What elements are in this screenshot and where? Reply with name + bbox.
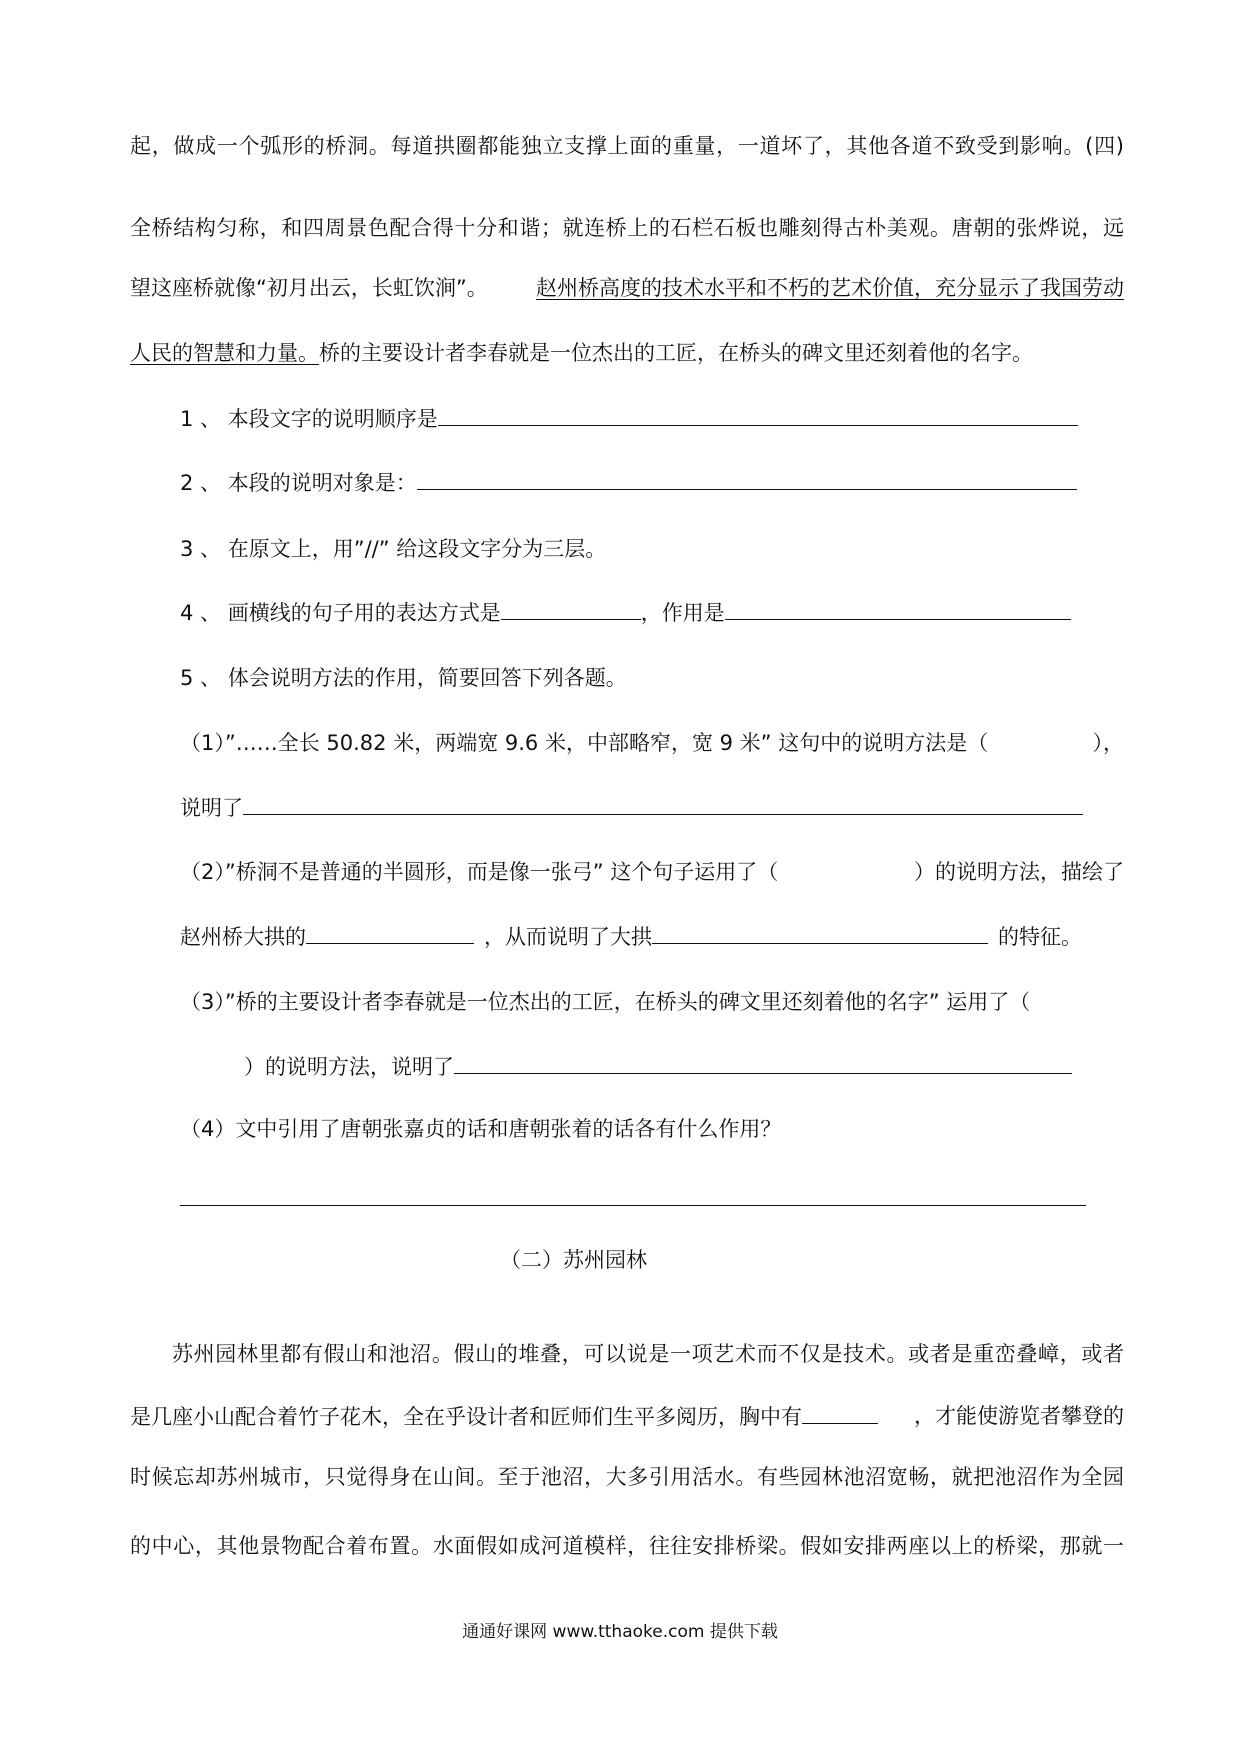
passage-line-3	[130, 273, 1124, 303]
question-3: 3 、 在原文上，用”//” 给这段文字分为三层。	[180, 537, 607, 561]
question-4-mid-label: ，作用是	[640, 601, 725, 625]
question-1-label: 1 、 本段文字的说明顺序是	[180, 407, 438, 431]
question-2	[180, 467, 1077, 498]
passage-line-3-text: 望这座桥就像“初月出云，长虹饮涧”。	[130, 276, 488, 300]
passage-line-4	[130, 338, 1033, 368]
answer-blank-q4-expression[interactable]	[501, 597, 641, 620]
answer-blank-section2[interactable]	[802, 1401, 878, 1424]
section2-line-2-text: 是几座小山配合着竹子花木，全在乎设计者和匠师们生平多阅历，胸中有	[130, 1401, 878, 1432]
passage-line-2: 全桥结构匀称，和四周景色配合得十分和谐；就连桥上的石栏石板也雕刻得古朴美观。唐朝的张烨说，远	[130, 216, 1124, 240]
section2-line-2	[130, 1401, 1124, 1432]
question-2-label: 2 、 本段的说明对象是：	[180, 471, 417, 495]
subquestion-2	[180, 857, 1124, 887]
answer-blank-s1[interactable]	[243, 792, 1083, 815]
section-title: （二）苏州园林	[500, 1248, 647, 1272]
question-5: 5 、 体会说明方法的作用，简要回答下列各题。	[180, 666, 627, 690]
subquestion-2-close: ）的说明方法，描绘了	[914, 860, 1124, 884]
subquestion-3: （3）”桥的主要设计者李春就是一位杰出的工匠，在桥头的碑文里还刻着他的名字” 运用了（	[180, 990, 1031, 1014]
subquestion-2-line-2	[180, 921, 1082, 952]
subquestion-2-text: （2）”桥洞不是普通的半圆形，而是像一张弓” 这个句子运用了（	[180, 860, 779, 884]
subquestion-1-label-2: 说明了	[180, 796, 243, 820]
subquestion-2-label-c: 的特征。	[998, 925, 1082, 949]
section2-line-1: 苏州园林里都有假山和池沼。假山的堆叠，可以说是一项艺术而不仅是技术。或者是重峦叠嶂，或者	[172, 1342, 1124, 1366]
subquestion-3-line-2	[244, 1051, 1072, 1082]
footer-credit: 通通好课网 www.tthaoke.com 提供下载	[462, 1622, 778, 1642]
subquestion-2-label-a: 赵州桥大拱的	[180, 925, 306, 949]
section2-line-2-end: ，才能使游览者攀登的	[914, 1404, 1124, 1428]
subquestion-1-line-2	[180, 792, 1083, 823]
answer-blank-q1[interactable]	[438, 403, 1078, 426]
subquestion-3-label-2: ）的说明方法，说明了	[244, 1055, 454, 1079]
subquestion-1-close: ），	[1092, 731, 1124, 755]
answer-blank-s2-shape[interactable]	[306, 921, 474, 944]
subquestion-1	[180, 728, 1124, 758]
question-4-label: 4 、 画横线的句子用的表达方式是	[180, 601, 501, 625]
section2-line-4: 的中心，其他景物配合着布置。水面假如成河道模样，往往安排桥梁。假如安排两座以上的桥梁，那就一	[130, 1534, 1124, 1558]
question-4	[180, 597, 1071, 628]
section2-line-3: 时候忘却苏州城市，只觉得身在山间。至于池沼，大多引用活水。有些园林池沼宽畅，就把池沼作为全园	[130, 1465, 1124, 1489]
question-1	[180, 403, 1078, 434]
subquestion-4: （4）文中引用了唐朝张嘉贞的话和唐朝张着的话各有什么作用？	[180, 1117, 782, 1141]
underlined-sentence-part-2: 人民的智慧和力量。	[130, 341, 319, 365]
passage-line-4-text: 桥的主要设计者李春就是一位杰出的工匠，在桥头的碑文里还刻着他的名字。	[319, 341, 1033, 365]
answer-blank-q2[interactable]	[417, 467, 1077, 490]
subquestion-1-text: （1）”……全长 50.82 米，两端宽 9.6 米，中部略窄，宽 9 米” 这句中的说明方法是（	[180, 731, 989, 755]
answer-blank-s3[interactable]	[454, 1051, 1072, 1074]
answer-blank-s2-feature[interactable]	[652, 921, 988, 944]
passage-line-1: 起，做成一个弧形的桥洞。每道拱圈都能独立支撑上面的重量，一道坏了，其他各道不致受到影响。(四)	[130, 134, 1124, 158]
underlined-sentence-part-1: 赵州桥高度的技术水平和不朽的艺术价值，充分显示了我国劳动	[536, 276, 1124, 300]
answer-line-s4[interactable]	[180, 1205, 1086, 1206]
subquestion-2-label-b: ，从而说明了大拱	[484, 925, 652, 949]
answer-blank-q4-function[interactable]	[725, 597, 1071, 620]
